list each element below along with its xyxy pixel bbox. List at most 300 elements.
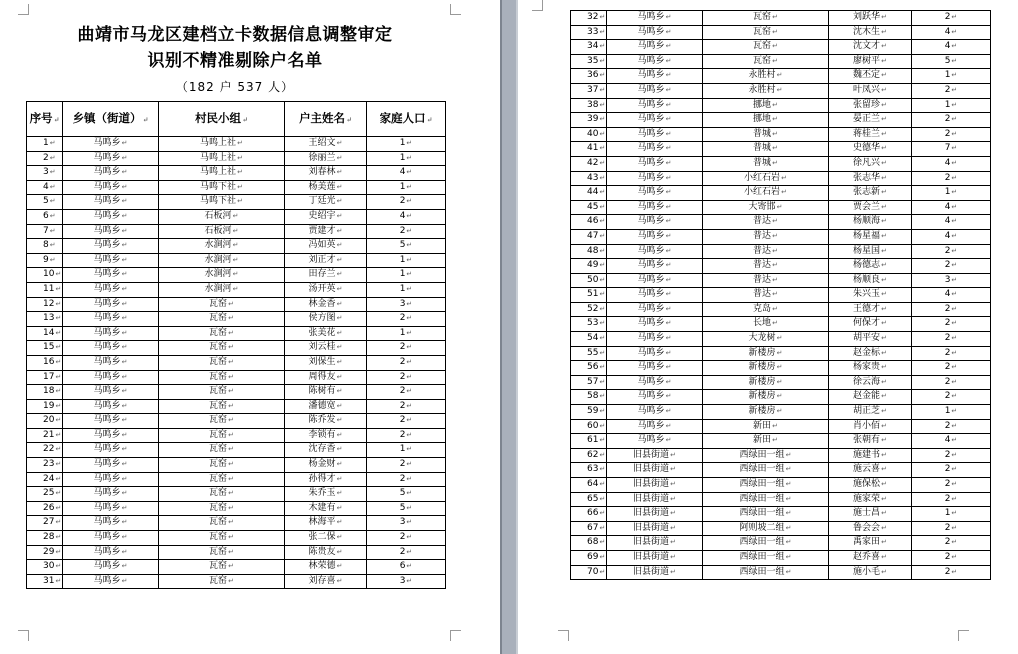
cell-township: 马鸣乡 ↵ xyxy=(607,171,703,186)
cell-family-size: 4 ↵ xyxy=(912,215,991,230)
cell-householder: 侯方图 ↵ xyxy=(285,312,367,327)
table-row xyxy=(27,268,446,283)
crop-mark-top-left xyxy=(18,4,29,15)
cell-township: 马鸣乡 ↵ xyxy=(63,239,159,254)
cell-householder: 朱乔玉 ↵ xyxy=(285,487,367,502)
cell-index: 46 ↵ xyxy=(571,215,607,230)
cell-family-size: 4 ↵ xyxy=(912,288,991,303)
cell-index: 68 ↵ xyxy=(571,536,607,551)
table-row xyxy=(571,419,991,434)
cell-family-size: 1 ↵ xyxy=(912,69,991,84)
table-row xyxy=(27,180,446,195)
table-row xyxy=(571,565,991,580)
table-row xyxy=(571,478,991,493)
cell-township: 马鸣乡 ↵ xyxy=(63,458,159,473)
cell-village-group: 新楼房 ↵ xyxy=(703,405,829,420)
cell-township: 马鸣乡 ↵ xyxy=(63,253,159,268)
cell-family-size: 2 ↵ xyxy=(367,531,446,546)
cell-village-group: 瓦窑 ↵ xyxy=(159,487,285,502)
table-row xyxy=(27,137,446,152)
cell-index: 19 ↵ xyxy=(27,399,63,414)
cell-householder: 刘存喜 ↵ xyxy=(285,574,367,589)
table-row xyxy=(27,443,446,458)
cell-index: 22 ↵ xyxy=(27,443,63,458)
cell-township: 马鸣乡 ↵ xyxy=(607,83,703,98)
cell-township: 马鸣乡 ↵ xyxy=(63,531,159,546)
cell-village-group: 瓦窑 ↵ xyxy=(159,326,285,341)
cell-family-size: 2 ↵ xyxy=(912,244,991,259)
cell-householder: 廖树平 ↵ xyxy=(829,54,912,69)
table-row xyxy=(571,156,991,171)
table-row xyxy=(571,259,991,274)
cell-family-size: 4 ↵ xyxy=(367,209,446,224)
cell-township: 马鸣乡 ↵ xyxy=(63,414,159,429)
cell-index: 23 ↵ xyxy=(27,458,63,473)
cell-index: 27 ↵ xyxy=(27,516,63,531)
cell-township: 马鸣乡 ↵ xyxy=(607,346,703,361)
cell-householder: 赵金标 ↵ xyxy=(829,346,912,361)
cell-township: 马鸣乡 ↵ xyxy=(63,326,159,341)
cell-index: 54 ↵ xyxy=(571,332,607,347)
cell-family-size: 2 ↵ xyxy=(912,521,991,536)
cell-householder: 晏正兰 ↵ xyxy=(829,113,912,128)
table-row xyxy=(27,166,446,181)
cell-householder: 沈文才 ↵ xyxy=(829,40,912,55)
cell-village-group: 新楼房 ↵ xyxy=(703,361,829,376)
cell-township: 马鸣乡 ↵ xyxy=(63,312,159,327)
cell-householder: 朱兴玉 ↵ xyxy=(829,288,912,303)
cell-index: 62 ↵ xyxy=(571,448,607,463)
cell-township: 马鸣乡 ↵ xyxy=(63,282,159,297)
cell-householder: 李锁有 ↵ xyxy=(285,428,367,443)
cell-family-size: 3 ↵ xyxy=(367,297,446,312)
cell-index: 51 ↵ xyxy=(571,288,607,303)
cell-index: 37 ↵ xyxy=(571,83,607,98)
table-row xyxy=(27,487,446,502)
cell-township: 马鸣乡 ↵ xyxy=(607,40,703,55)
cell-householder: 徐云海 ↵ xyxy=(829,375,912,390)
cell-village-group: 新田 ↵ xyxy=(703,419,829,434)
cell-family-size: 2 ↵ xyxy=(367,224,446,239)
cell-village-group: 普达 ↵ xyxy=(703,288,829,303)
cell-village-group: 西绿田一组 ↵ xyxy=(703,448,829,463)
cell-family-size: 2 ↵ xyxy=(912,11,991,26)
cell-householder: 田存兰 ↵ xyxy=(285,268,367,283)
cell-family-size: 1 ↵ xyxy=(367,282,446,297)
cell-township: 马鸣乡 ↵ xyxy=(63,385,159,400)
table-row xyxy=(27,326,446,341)
cell-village-group: 西绿田一组 ↵ xyxy=(703,478,829,493)
cell-householder: 贾会兰 ↵ xyxy=(829,200,912,215)
cell-village-group: 马鸣下社 ↵ xyxy=(159,195,285,210)
cell-village-group: 瓦窑 ↵ xyxy=(159,560,285,575)
cell-family-size: 2 ↵ xyxy=(912,259,991,274)
cell-householder: 张志华 ↵ xyxy=(829,171,912,186)
cell-township: 马鸣乡 ↵ xyxy=(63,151,159,166)
cell-family-size: 1 ↵ xyxy=(912,405,991,420)
cell-family-size: 2 ↵ xyxy=(912,302,991,317)
cell-householder: 潘德宽 ↵ xyxy=(285,399,367,414)
cell-family-size: 2 ↵ xyxy=(367,458,446,473)
cell-village-group: 水涧河 ↵ xyxy=(159,239,285,254)
cell-village-group: 瓦窑 ↵ xyxy=(159,370,285,385)
table-row xyxy=(27,151,446,166)
table-row xyxy=(571,317,991,332)
cell-index: 65 ↵ xyxy=(571,492,607,507)
cell-householder: 张二保 ↵ xyxy=(285,531,367,546)
cell-index: 55 ↵ xyxy=(571,346,607,361)
cell-family-size: 3 ↵ xyxy=(367,516,446,531)
cell-index: 4 ↵ xyxy=(27,180,63,195)
cell-family-size: 4 ↵ xyxy=(912,25,991,40)
table-row xyxy=(27,385,446,400)
table-row xyxy=(571,25,991,40)
document-subtitle: （182 户 537 人） xyxy=(175,80,295,94)
table-row xyxy=(27,297,446,312)
cell-township: 马鸣乡 ↵ xyxy=(63,224,159,239)
cell-householder: 杨家贵 ↵ xyxy=(829,361,912,376)
cell-index: 18 ↵ xyxy=(27,385,63,400)
cell-family-size: 1 ↵ xyxy=(367,253,446,268)
cell-village-group: 瓦窑 ↵ xyxy=(159,428,285,443)
cell-index: 2 ↵ xyxy=(27,151,63,166)
cell-householder: 汤开英 ↵ xyxy=(285,282,367,297)
cell-householder: 肖小佰 ↵ xyxy=(829,419,912,434)
cell-family-size: 5 ↵ xyxy=(367,501,446,516)
cell-village-group: 瓦窑 ↵ xyxy=(703,54,829,69)
cell-township: 马鸣乡 ↵ xyxy=(607,98,703,113)
cell-index: 36 ↵ xyxy=(571,69,607,84)
cell-township: 马鸣乡 ↵ xyxy=(607,244,703,259)
cell-householder: 刘云桂 ↵ xyxy=(285,341,367,356)
cell-householder: 刘春林 ↵ xyxy=(285,166,367,181)
cell-village-group: 瓦窑 ↵ xyxy=(159,385,285,400)
cell-index: 57 ↵ xyxy=(571,375,607,390)
cell-township: 马鸣乡 ↵ xyxy=(63,166,159,181)
cell-village-group: 瓦窑 ↵ xyxy=(703,40,829,55)
cell-householder: 禹家田 ↵ xyxy=(829,536,912,551)
cell-village-group: 西绿田一组 ↵ xyxy=(703,536,829,551)
cell-village-group: 西绿田一组 ↵ xyxy=(703,463,829,478)
table-row xyxy=(571,69,991,84)
cell-index: 40 ↵ xyxy=(571,127,607,142)
cell-index: 3 ↵ xyxy=(27,166,63,181)
cell-family-size: 1 ↵ xyxy=(912,507,991,522)
cell-village-group: 瓦窑 ↵ xyxy=(159,472,285,487)
cell-township: 马鸣乡 ↵ xyxy=(63,195,159,210)
table-row xyxy=(27,282,446,297)
cell-family-size: 2 ↵ xyxy=(912,127,991,142)
cell-family-size: 4 ↵ xyxy=(912,229,991,244)
cell-village-group: 长地 ↵ xyxy=(703,317,829,332)
cell-village-group: 西绿田一组 ↵ xyxy=(703,492,829,507)
table-row xyxy=(571,288,991,303)
cell-village-group: 瓦窑 ↵ xyxy=(159,341,285,356)
cell-family-size: 2 ↵ xyxy=(367,472,446,487)
cell-village-group: 石板河 ↵ xyxy=(159,209,285,224)
cell-householder: 胡平安 ↵ xyxy=(829,332,912,347)
cell-householder: 杨顺海 ↵ xyxy=(829,215,912,230)
cell-householder: 孙得才 ↵ xyxy=(285,472,367,487)
cell-township: 马鸣乡 ↵ xyxy=(607,200,703,215)
cell-family-size: 1 ↵ xyxy=(367,443,446,458)
cell-householder: 赵金能 ↵ xyxy=(829,390,912,405)
cell-township: 马鸣乡 ↵ xyxy=(607,302,703,317)
cell-village-group: 水涧河 ↵ xyxy=(159,268,285,283)
cell-householder: 赵乔喜 ↵ xyxy=(829,550,912,565)
cell-village-group: 永胜村 ↵ xyxy=(703,83,829,98)
cell-family-size: 2 ↵ xyxy=(912,346,991,361)
cell-index: 17 ↵ xyxy=(27,370,63,385)
cell-index: 67 ↵ xyxy=(571,521,607,536)
cell-family-size: 5 ↵ xyxy=(367,239,446,254)
cell-township: 马鸣乡 ↵ xyxy=(607,229,703,244)
cell-village-group: 瓦窑 ↵ xyxy=(159,574,285,589)
cell-householder: 施云喜 ↵ xyxy=(829,463,912,478)
cell-village-group: 马鸣上社 ↵ xyxy=(159,137,285,152)
cell-index: 56 ↵ xyxy=(571,361,607,376)
cell-village-group: 水涧河 ↵ xyxy=(159,253,285,268)
cell-index: 53 ↵ xyxy=(571,317,607,332)
table-row xyxy=(27,545,446,560)
cell-householder: 周得友 ↵ xyxy=(285,370,367,385)
table-row xyxy=(571,171,991,186)
cell-township: 旧县街道 ↵ xyxy=(607,478,703,493)
cell-family-size: 2 ↵ xyxy=(912,375,991,390)
cell-family-size: 2 ↵ xyxy=(367,355,446,370)
table-row xyxy=(571,332,991,347)
table-row xyxy=(27,239,446,254)
cell-family-size: 2 ↵ xyxy=(912,390,991,405)
cell-village-group: 普达 ↵ xyxy=(703,244,829,259)
cell-householder: 林海平 ↵ xyxy=(285,516,367,531)
cell-index: 5 ↵ xyxy=(27,195,63,210)
cell-township: 旧县街道 ↵ xyxy=(607,521,703,536)
cell-village-group: 永胜村 ↵ xyxy=(703,69,829,84)
cell-village-group: 普城 ↵ xyxy=(703,156,829,171)
cell-index: 49 ↵ xyxy=(571,259,607,274)
cell-family-size: 4 ↵ xyxy=(912,434,991,449)
cell-householder: 张志新 ↵ xyxy=(829,186,912,201)
cell-index: 48 ↵ xyxy=(571,244,607,259)
cell-township: 马鸣乡 ↵ xyxy=(63,209,159,224)
table-row xyxy=(571,113,991,128)
cell-householder: 王德才 ↵ xyxy=(829,302,912,317)
cell-township: 马鸣乡 ↵ xyxy=(607,434,703,449)
cell-family-size: 1 ↵ xyxy=(912,98,991,113)
table-row xyxy=(27,516,446,531)
cell-family-size: 2 ↵ xyxy=(912,448,991,463)
table-row xyxy=(571,244,991,259)
cell-householder: 杨德志 ↵ xyxy=(829,259,912,274)
cell-township: 马鸣乡 ↵ xyxy=(607,11,703,26)
cell-township: 马鸣乡 ↵ xyxy=(607,288,703,303)
cell-index: 32 ↵ xyxy=(571,11,607,26)
cell-householder: 陈树有 ↵ xyxy=(285,385,367,400)
cell-householder: 施小毛 ↵ xyxy=(829,565,912,580)
header-householder: 户主姓名 ↵ xyxy=(285,102,367,137)
cell-householder: 木建有 ↵ xyxy=(285,501,367,516)
cell-village-group: 新楼房 ↵ xyxy=(703,390,829,405)
cell-family-size: 2 ↵ xyxy=(912,492,991,507)
table-row xyxy=(27,472,446,487)
table-row xyxy=(27,341,446,356)
table-row xyxy=(571,434,991,449)
table-row xyxy=(571,54,991,69)
table-row xyxy=(571,142,991,157)
cell-index: 8 ↵ xyxy=(27,239,63,254)
cell-family-size: 2 ↵ xyxy=(367,545,446,560)
header-index: 序号 ↵ xyxy=(27,102,63,137)
cell-index: 7 ↵ xyxy=(27,224,63,239)
cell-township: 马鸣乡 ↵ xyxy=(607,273,703,288)
cell-family-size: 2 ↵ xyxy=(912,113,991,128)
cell-family-size: 2 ↵ xyxy=(912,565,991,580)
table-row xyxy=(571,448,991,463)
table-header-row xyxy=(27,102,446,137)
cell-village-group: 瓦窑 ↵ xyxy=(159,501,285,516)
cell-township: 马鸣乡 ↵ xyxy=(63,472,159,487)
cell-village-group: 新楼房 ↵ xyxy=(703,375,829,390)
cell-family-size: 1 ↵ xyxy=(367,151,446,166)
cell-township: 马鸣乡 ↵ xyxy=(63,574,159,589)
cell-index: 16 ↵ xyxy=(27,355,63,370)
cell-village-group: 普城 ↵ xyxy=(703,142,829,157)
table-row xyxy=(27,370,446,385)
cell-township: 马鸣乡 ↵ xyxy=(63,443,159,458)
cell-township: 马鸣乡 ↵ xyxy=(607,215,703,230)
cell-index: 64 ↵ xyxy=(571,478,607,493)
cell-village-group: 瓦窑 ↵ xyxy=(703,11,829,26)
header-family-size: 家庭人口 ↵ xyxy=(367,102,446,137)
cell-family-size: 1 ↵ xyxy=(367,180,446,195)
header-village-group: 村民小组 ↵ xyxy=(159,102,285,137)
cell-family-size: 7 ↵ xyxy=(912,142,991,157)
header-township: 乡镇（街道） ↵ xyxy=(63,102,159,137)
cell-family-size: 2 ↵ xyxy=(912,317,991,332)
cell-village-group: 普达 ↵ xyxy=(703,229,829,244)
cell-township: 旧县街道 ↵ xyxy=(607,507,703,522)
cell-index: 60 ↵ xyxy=(571,419,607,434)
cell-index: 20 ↵ xyxy=(27,414,63,429)
cell-village-group: 阿则坡二组 ↵ xyxy=(703,521,829,536)
cell-township: 马鸣乡 ↵ xyxy=(607,54,703,69)
cell-village-group: 瓦窑 ↵ xyxy=(159,545,285,560)
table-row xyxy=(571,492,991,507)
table-row xyxy=(27,399,446,414)
cell-householder: 沈木生 ↵ xyxy=(829,25,912,40)
cell-township: 马鸣乡 ↵ xyxy=(63,428,159,443)
table-row xyxy=(27,312,446,327)
cell-family-size: 5 ↵ xyxy=(367,487,446,502)
page-gap xyxy=(500,0,518,654)
cell-township: 马鸣乡 ↵ xyxy=(607,25,703,40)
cell-family-size: 2 ↵ xyxy=(367,312,446,327)
cell-township: 马鸣乡 ↵ xyxy=(607,361,703,376)
cell-family-size: 6 ↵ xyxy=(367,560,446,575)
cell-village-group: 瓦窑 ↵ xyxy=(159,531,285,546)
cell-family-size: 4 ↵ xyxy=(912,200,991,215)
cell-family-size: 4 ↵ xyxy=(912,156,991,171)
table-row xyxy=(27,355,446,370)
cell-householder: 陈乔发 ↵ xyxy=(285,414,367,429)
document-page-left xyxy=(0,0,500,654)
cell-family-size: 1 ↵ xyxy=(367,137,446,152)
cell-township: 马鸣乡 ↵ xyxy=(607,127,703,142)
cell-township: 旧县街道 ↵ xyxy=(607,463,703,478)
cell-householder: 徐凡兴 ↵ xyxy=(829,156,912,171)
table-row xyxy=(571,390,991,405)
cell-village-group: 水涧河 ↵ xyxy=(159,282,285,297)
cell-index: 63 ↵ xyxy=(571,463,607,478)
cell-householder: 刘正才 ↵ xyxy=(285,253,367,268)
cell-householder: 沈存香 ↵ xyxy=(285,443,367,458)
cell-township: 马鸣乡 ↵ xyxy=(607,419,703,434)
cell-index: 11 ↵ xyxy=(27,282,63,297)
cell-householder: 史绍宇 ↵ xyxy=(285,209,367,224)
cell-index: 10 ↵ xyxy=(27,268,63,283)
cell-family-size: 5 ↵ xyxy=(912,54,991,69)
cell-index: 13 ↵ xyxy=(27,312,63,327)
cell-family-size: 2 ↵ xyxy=(912,171,991,186)
crop-mark-top-left xyxy=(532,0,543,11)
table-row xyxy=(27,574,446,589)
cell-township: 旧县街道 ↵ xyxy=(607,492,703,507)
cell-village-group: 西绿田一组 ↵ xyxy=(703,565,829,580)
cell-village-group: 普达 ↵ xyxy=(703,215,829,230)
cell-village-group: 西绿田一组 ↵ xyxy=(703,507,829,522)
cell-village-group: 石板河 ↵ xyxy=(159,224,285,239)
table-row xyxy=(27,501,446,516)
cell-householder: 施家荣 ↵ xyxy=(829,492,912,507)
cell-index: 28 ↵ xyxy=(27,531,63,546)
household-table-page1 xyxy=(26,101,446,589)
cell-householder: 史德华 ↵ xyxy=(829,142,912,157)
cell-householder: 张朝有 ↵ xyxy=(829,434,912,449)
cell-family-size: 1 ↵ xyxy=(367,326,446,341)
cell-family-size: 2 ↵ xyxy=(367,399,446,414)
cell-householder: 施保松 ↵ xyxy=(829,478,912,493)
cell-householder: 叶凤兴 ↵ xyxy=(829,83,912,98)
cell-village-group: 大寄邯 ↵ xyxy=(703,200,829,215)
cell-householder: 杨美莲 ↵ xyxy=(285,180,367,195)
cell-index: 1 ↵ xyxy=(27,137,63,152)
cell-village-group: 瓦窑 ↵ xyxy=(159,399,285,414)
cell-village-group: 小红石岩 ↵ xyxy=(703,171,829,186)
cell-index: 66 ↵ xyxy=(571,507,607,522)
cell-householder: 魏丕定 ↵ xyxy=(829,69,912,84)
cell-township: 马鸣乡 ↵ xyxy=(607,156,703,171)
cell-index: 47 ↵ xyxy=(571,229,607,244)
cell-family-size: 3 ↵ xyxy=(912,273,991,288)
cell-index: 9 ↵ xyxy=(27,253,63,268)
cell-township: 马鸣乡 ↵ xyxy=(607,113,703,128)
cell-village-group: 普城 ↵ xyxy=(703,127,829,142)
cell-village-group: 瓦窑 ↵ xyxy=(703,25,829,40)
cell-householder: 施士昌 ↵ xyxy=(829,507,912,522)
cell-village-group: 马鸣下社 ↵ xyxy=(159,180,285,195)
cell-township: 马鸣乡 ↵ xyxy=(607,142,703,157)
cell-index: 29 ↵ xyxy=(27,545,63,560)
table-row xyxy=(571,186,991,201)
cell-family-size: 2 ↵ xyxy=(367,428,446,443)
cell-householder: 刘保生 ↵ xyxy=(285,355,367,370)
cell-village-group: 瓦窑 ↵ xyxy=(159,458,285,473)
cell-index: 26 ↵ xyxy=(27,501,63,516)
cell-township: 马鸣乡 ↵ xyxy=(63,516,159,531)
cell-index: 52 ↵ xyxy=(571,302,607,317)
table-row xyxy=(571,273,991,288)
